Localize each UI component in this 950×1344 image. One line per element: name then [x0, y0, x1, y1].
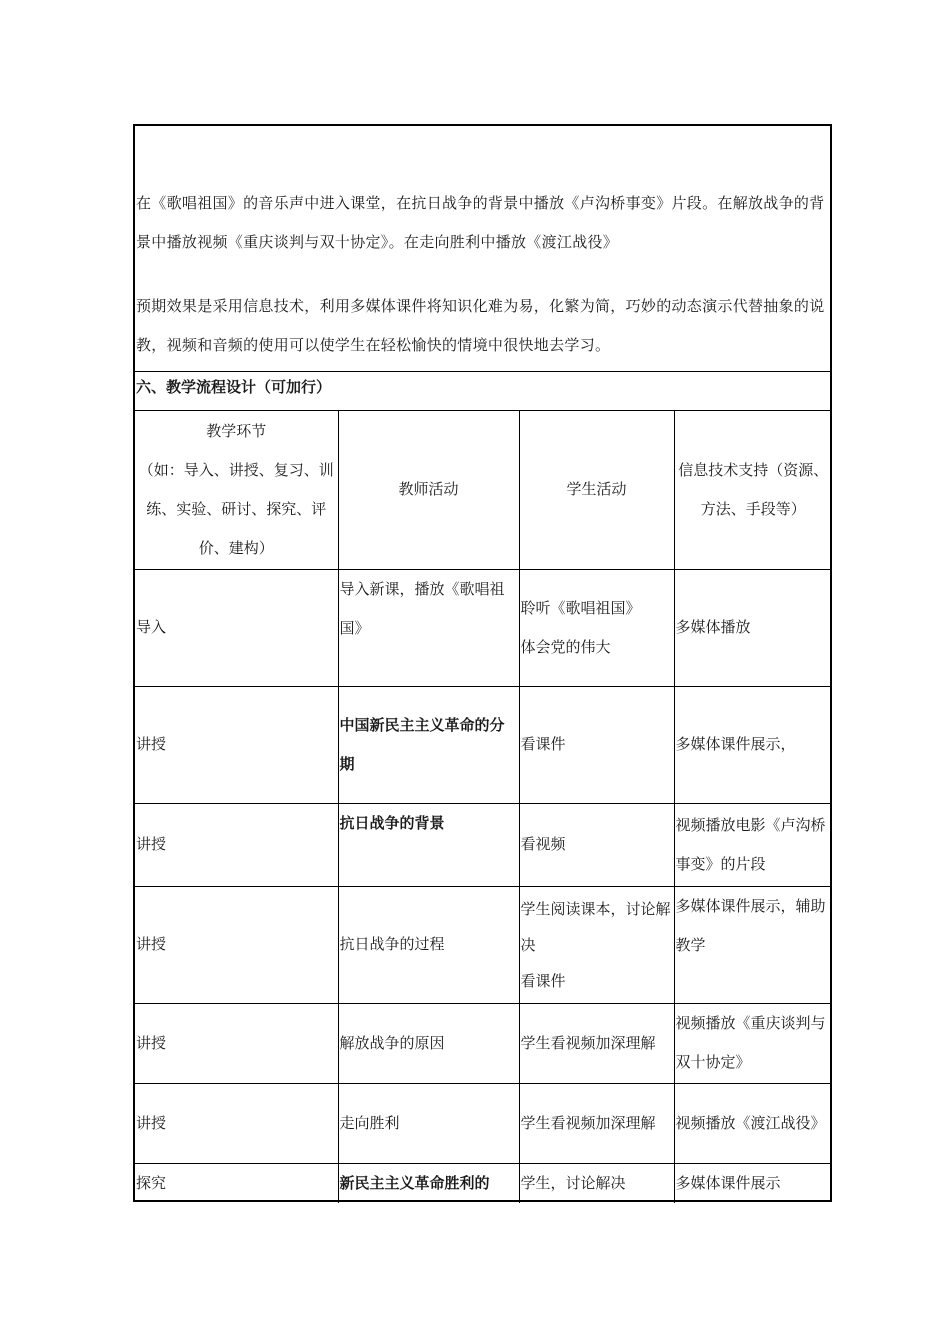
document-frame	[133, 124, 832, 1202]
header-stage-examples: （如：导入、讲授、复习、训练、实验、研讨、探究、评价、建构）	[138, 460, 334, 557]
cell-student: 看视频	[519, 803, 674, 886]
table-row	[135, 1083, 832, 1163]
cell-tech: 多媒体课件展示	[674, 1163, 832, 1203]
table-row	[135, 686, 832, 803]
teaching-flow-table	[135, 411, 832, 1203]
cell-teacher: 中国新民主主义革命的分期	[338, 686, 519, 803]
cell-stage: 讲授	[135, 1083, 338, 1163]
cell-student-line: 聆听《歌唱祖国》	[520, 598, 641, 617]
cell-tech: 多媒体课件展示，辅助教学	[674, 886, 832, 1003]
cell-tech: 多媒体课件展示，	[674, 686, 832, 803]
cell-student-line: 体会党的伟大	[520, 637, 611, 656]
header-teacher: 教师活动	[338, 411, 519, 569]
cell-teacher: 解放战争的原因	[338, 1003, 519, 1083]
cell-student	[519, 886, 674, 1003]
cell-stage: 探究	[135, 1163, 338, 1203]
intro-box	[135, 126, 830, 372]
section-title: 六、教学流程设计（可加行）	[136, 378, 332, 396]
cell-stage: 导入	[135, 569, 338, 686]
cell-teacher: 新民主主义革命胜利的	[338, 1163, 519, 1203]
header-stage-title: 教学环节	[206, 421, 267, 440]
cell-stage: 讲授	[135, 886, 338, 1003]
cell-tech: 视频播放《重庆谈判与双十协定》	[674, 1003, 832, 1083]
cell-stage: 讲授	[135, 686, 338, 803]
table-row	[135, 886, 832, 1003]
cell-tech: 视频播放电影《卢沟桥事变》的片段	[674, 803, 832, 886]
cell-student: 学生看视频加深理解	[519, 1083, 674, 1163]
intro-paragraph-1: 在《歌唱祖国》的音乐声中进入课堂，在抗日战争的背景中播放《卢沟桥事变》片段。在解放战争的背景中播放视频《重庆谈判与双十协定》。在走向胜利中播放《渡江战役》	[136, 194, 825, 251]
table-row	[135, 1003, 832, 1083]
table-row	[135, 803, 832, 886]
header-stage	[135, 411, 338, 569]
cell-teacher: 走向胜利	[338, 1083, 519, 1163]
cell-student	[519, 569, 674, 686]
cell-student: 学生，讨论解决	[519, 1163, 674, 1203]
cell-student: 看课件	[519, 686, 674, 803]
cell-stage: 讲授	[135, 803, 338, 886]
header-student: 学生活动	[519, 411, 674, 569]
section-heading-row	[135, 372, 830, 411]
cell-student: 学生看视频加深理解	[519, 1003, 674, 1083]
table-header-row	[135, 411, 832, 569]
cell-stage: 讲授	[135, 1003, 338, 1083]
cell-tech: 多媒体播放	[674, 569, 832, 686]
cell-student-line: 学生阅读课本，讨论解决	[520, 899, 671, 954]
cell-student-line: 看课件	[520, 971, 566, 990]
cell-teacher: 抗日战争的背景	[338, 803, 519, 886]
intro-paragraph-2: 预期效果是采用信息技术，利用多媒体课件将知识化难为易，化繁为简，巧妙的动态演示代替抽象的说教，视频和音频的使用可以使学生在轻松愉快的情境中很快地去学习。	[136, 297, 825, 354]
table-row	[135, 1163, 832, 1203]
cell-teacher: 导入新课，播放《歌唱祖国》	[338, 569, 519, 686]
cell-teacher: 抗日战争的过程	[338, 886, 519, 1003]
table-row	[135, 569, 832, 686]
cell-tech: 视频播放《渡江战役》	[674, 1083, 832, 1163]
header-tech: 信息技术支持（资源、方法、手段等）	[674, 411, 832, 569]
